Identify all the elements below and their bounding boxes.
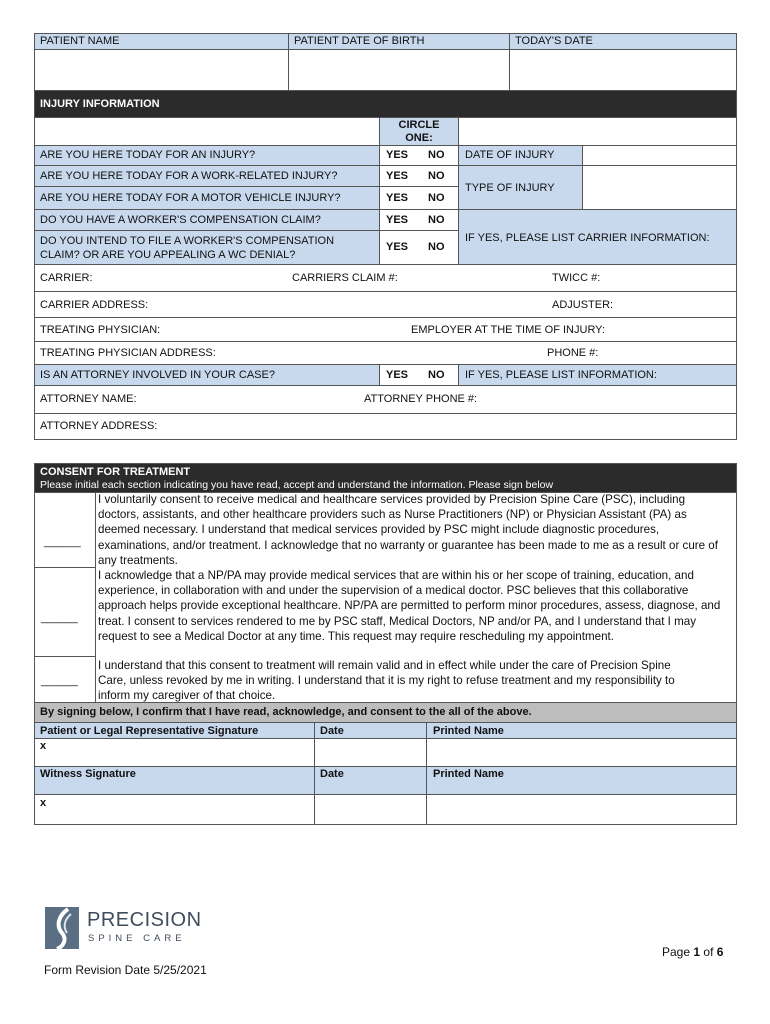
blank-left-cell — [34, 117, 380, 146]
patient-sig-field[interactable] — [34, 738, 315, 767]
employer-label: EMPLOYER AT THE TIME OF INJURY: — [411, 324, 605, 336]
q4-label: DO YOU HAVE A WORKER'S COMPENSATION CLAIM? — [40, 214, 321, 226]
circle-one-label: CIRCLE ONE: — [398, 119, 440, 144]
patient-date-field[interactable] — [314, 738, 427, 767]
patient-dob-field[interactable] — [288, 49, 510, 91]
patient-dob-label: PATIENT DATE OF BIRTH — [294, 35, 425, 47]
witness-printed-label: Printed Name — [433, 768, 504, 780]
q3-no[interactable]: NO — [428, 192, 445, 204]
date-of-injury-label: DATE OF INJURY — [465, 149, 555, 161]
consent-paragraph-2: I acknowledge that a NP/PA may provide medical services that are within his or her scope of training, education, and experience, in collaboration with and under the supervision of a medical doctor. PSC believes that this collaborative approach helps provide exceptional healthcare. NP/PA are permitted to perform minor procedures, assess, diagnose, and treat. I consent to services rendered to me by PSC staff, Medical Doctors, NP and/or PA, and I understand that I may request to see a Medical Doctor at any time. This request may require rescheduling my appointment. — [98, 569, 721, 643]
injury-header-title: INJURY INFORMATION — [40, 98, 160, 110]
patient-printed-field[interactable] — [426, 738, 737, 767]
page-of: of — [703, 945, 714, 959]
spine-logo-icon — [44, 906, 82, 950]
consent-divider — [95, 492, 96, 703]
witness-sig-field[interactable] — [34, 794, 315, 825]
q2-no[interactable]: NO — [428, 170, 445, 182]
attorney-name-label: ATTORNEY NAME: — [40, 393, 137, 405]
q5-no[interactable]: NO — [428, 241, 445, 253]
today-date-field[interactable] — [509, 49, 737, 91]
initial-field-3[interactable]: ______ — [41, 675, 78, 687]
patient-date-label: Date — [320, 725, 344, 737]
carrier-address-label: CARRIER ADDRESS: — [40, 299, 149, 311]
consent-title: CONSENT FOR TREATMENT — [40, 466, 191, 478]
witness-date-label: Date — [320, 768, 344, 780]
q4-no[interactable]: NO — [428, 214, 445, 226]
consent-subtitle: Please initial each section indicating you have read, accept and understand the information. Please sign below — [40, 479, 554, 491]
logo-bottom-text: SPINE CARE — [88, 933, 186, 944]
twicc-label: TWICC #: — [552, 272, 601, 284]
q2-label: ARE YOU HERE TODAY FOR A WORK-RELATED INJURY? — [40, 170, 338, 182]
patient-name-field[interactable] — [34, 49, 289, 91]
consent-sep-2 — [34, 656, 96, 657]
consent-paragraph-1: I voluntarily consent to receive medical and healthcare services provided by Precision Spine Care (PSC), including doctors, assistants, and other healthcare providers such as Nurse Practitioners (NP) or Physician Assistant (PA) as deemed necessary. I understand that medical services provided by PSC might include diagnostic procedures, examinations, and/or treatment. I acknowledge that no warranty or guarantee has been made to me as a result or cure of any treatments. — [98, 493, 718, 567]
attorney-phone-label: ATTORNEY PHONE #: — [364, 393, 478, 405]
adjuster-label: ADJUSTER: — [552, 299, 614, 311]
type-of-injury-field[interactable] — [582, 165, 737, 210]
carriers-claim-label: CARRIERS CLAIM #: — [292, 272, 398, 284]
treating-physician-label: TREATING PHYSICIAN: — [40, 324, 161, 336]
carrier-info-label: IF YES, PLEASE LIST CARRIER INFORMATION: — [465, 232, 710, 244]
witness-sig-x: x — [40, 797, 47, 809]
type-of-injury-label: TYPE OF INJURY — [465, 182, 555, 194]
attorney-info-label: IF YES, PLEASE LIST INFORMATION: — [465, 369, 657, 381]
patient-sig-x: x — [40, 740, 47, 752]
attorney-yes[interactable]: YES — [386, 369, 409, 381]
form-revision-date: Form Revision Date 5/25/2021 — [44, 963, 207, 977]
initial-field-1[interactable]: ______ — [44, 536, 81, 548]
page-prefix: Page — [662, 945, 691, 959]
q1-label: ARE YOU HERE TODAY FOR AN INJURY? — [40, 149, 256, 161]
confirm-text: By signing below, I confirm that I have read, acknowledge, and consent to the all of the above. — [40, 706, 532, 718]
patient-printed-label: Printed Name — [433, 725, 504, 737]
attorney-question-label: IS AN ATTORNEY INVOLVED IN YOUR CASE? — [40, 369, 275, 381]
q1-yes[interactable]: YES — [386, 149, 409, 161]
q3-label: ARE YOU HERE TODAY FOR A MOTOR VEHICLE INJURY? — [40, 192, 341, 204]
q3-yes[interactable]: YES — [386, 192, 409, 204]
witness-date-field[interactable] — [314, 794, 427, 825]
q4-yes[interactable]: YES — [386, 214, 409, 226]
patient-name-label: PATIENT NAME — [40, 35, 120, 47]
consent-paragraph-3: I understand that this consent to treatment will remain valid and in effect while under the care of Precision Spine Care, unless revoked by me in writing. I understand that it is my right to refuse treatment and my responsibility to inform my caregiver of that choice. — [98, 659, 675, 703]
page-number — [662, 945, 723, 959]
attorney-no[interactable]: NO — [428, 369, 445, 381]
logo-top-text: PRECISION — [87, 909, 202, 931]
phone-label: PHONE #: — [547, 347, 599, 359]
q1-no[interactable]: NO — [428, 149, 445, 161]
page-current: 1 — [693, 945, 701, 959]
initial-field-2[interactable]: ______ — [41, 612, 78, 624]
logo — [44, 906, 204, 950]
blank-right-cell — [458, 117, 737, 146]
attorney-address-label: ATTORNEY ADDRESS: — [40, 420, 158, 432]
carrier-label: CARRIER: — [40, 272, 93, 284]
patient-sig-label: Patient or Legal Representative Signature — [40, 725, 259, 737]
today-date-label: TODAY'S DATE — [515, 35, 593, 47]
date-of-injury-field[interactable] — [582, 145, 737, 166]
physician-address-label: TREATING PHYSICIAN ADDRESS: — [40, 347, 216, 359]
q2-yes[interactable]: YES — [386, 170, 409, 182]
q5-label: DO YOU INTEND TO FILE A WORKER'S COMPENSATION CLAIM? OR ARE YOU APPEALING A WC DENIAL? — [40, 235, 335, 261]
q5-yes[interactable]: YES — [386, 241, 409, 253]
page-total: 6 — [716, 945, 724, 959]
consent-sep-1 — [34, 567, 96, 568]
witness-printed-field[interactable] — [426, 794, 737, 825]
witness-sig-label: Witness Signature — [40, 768, 136, 780]
